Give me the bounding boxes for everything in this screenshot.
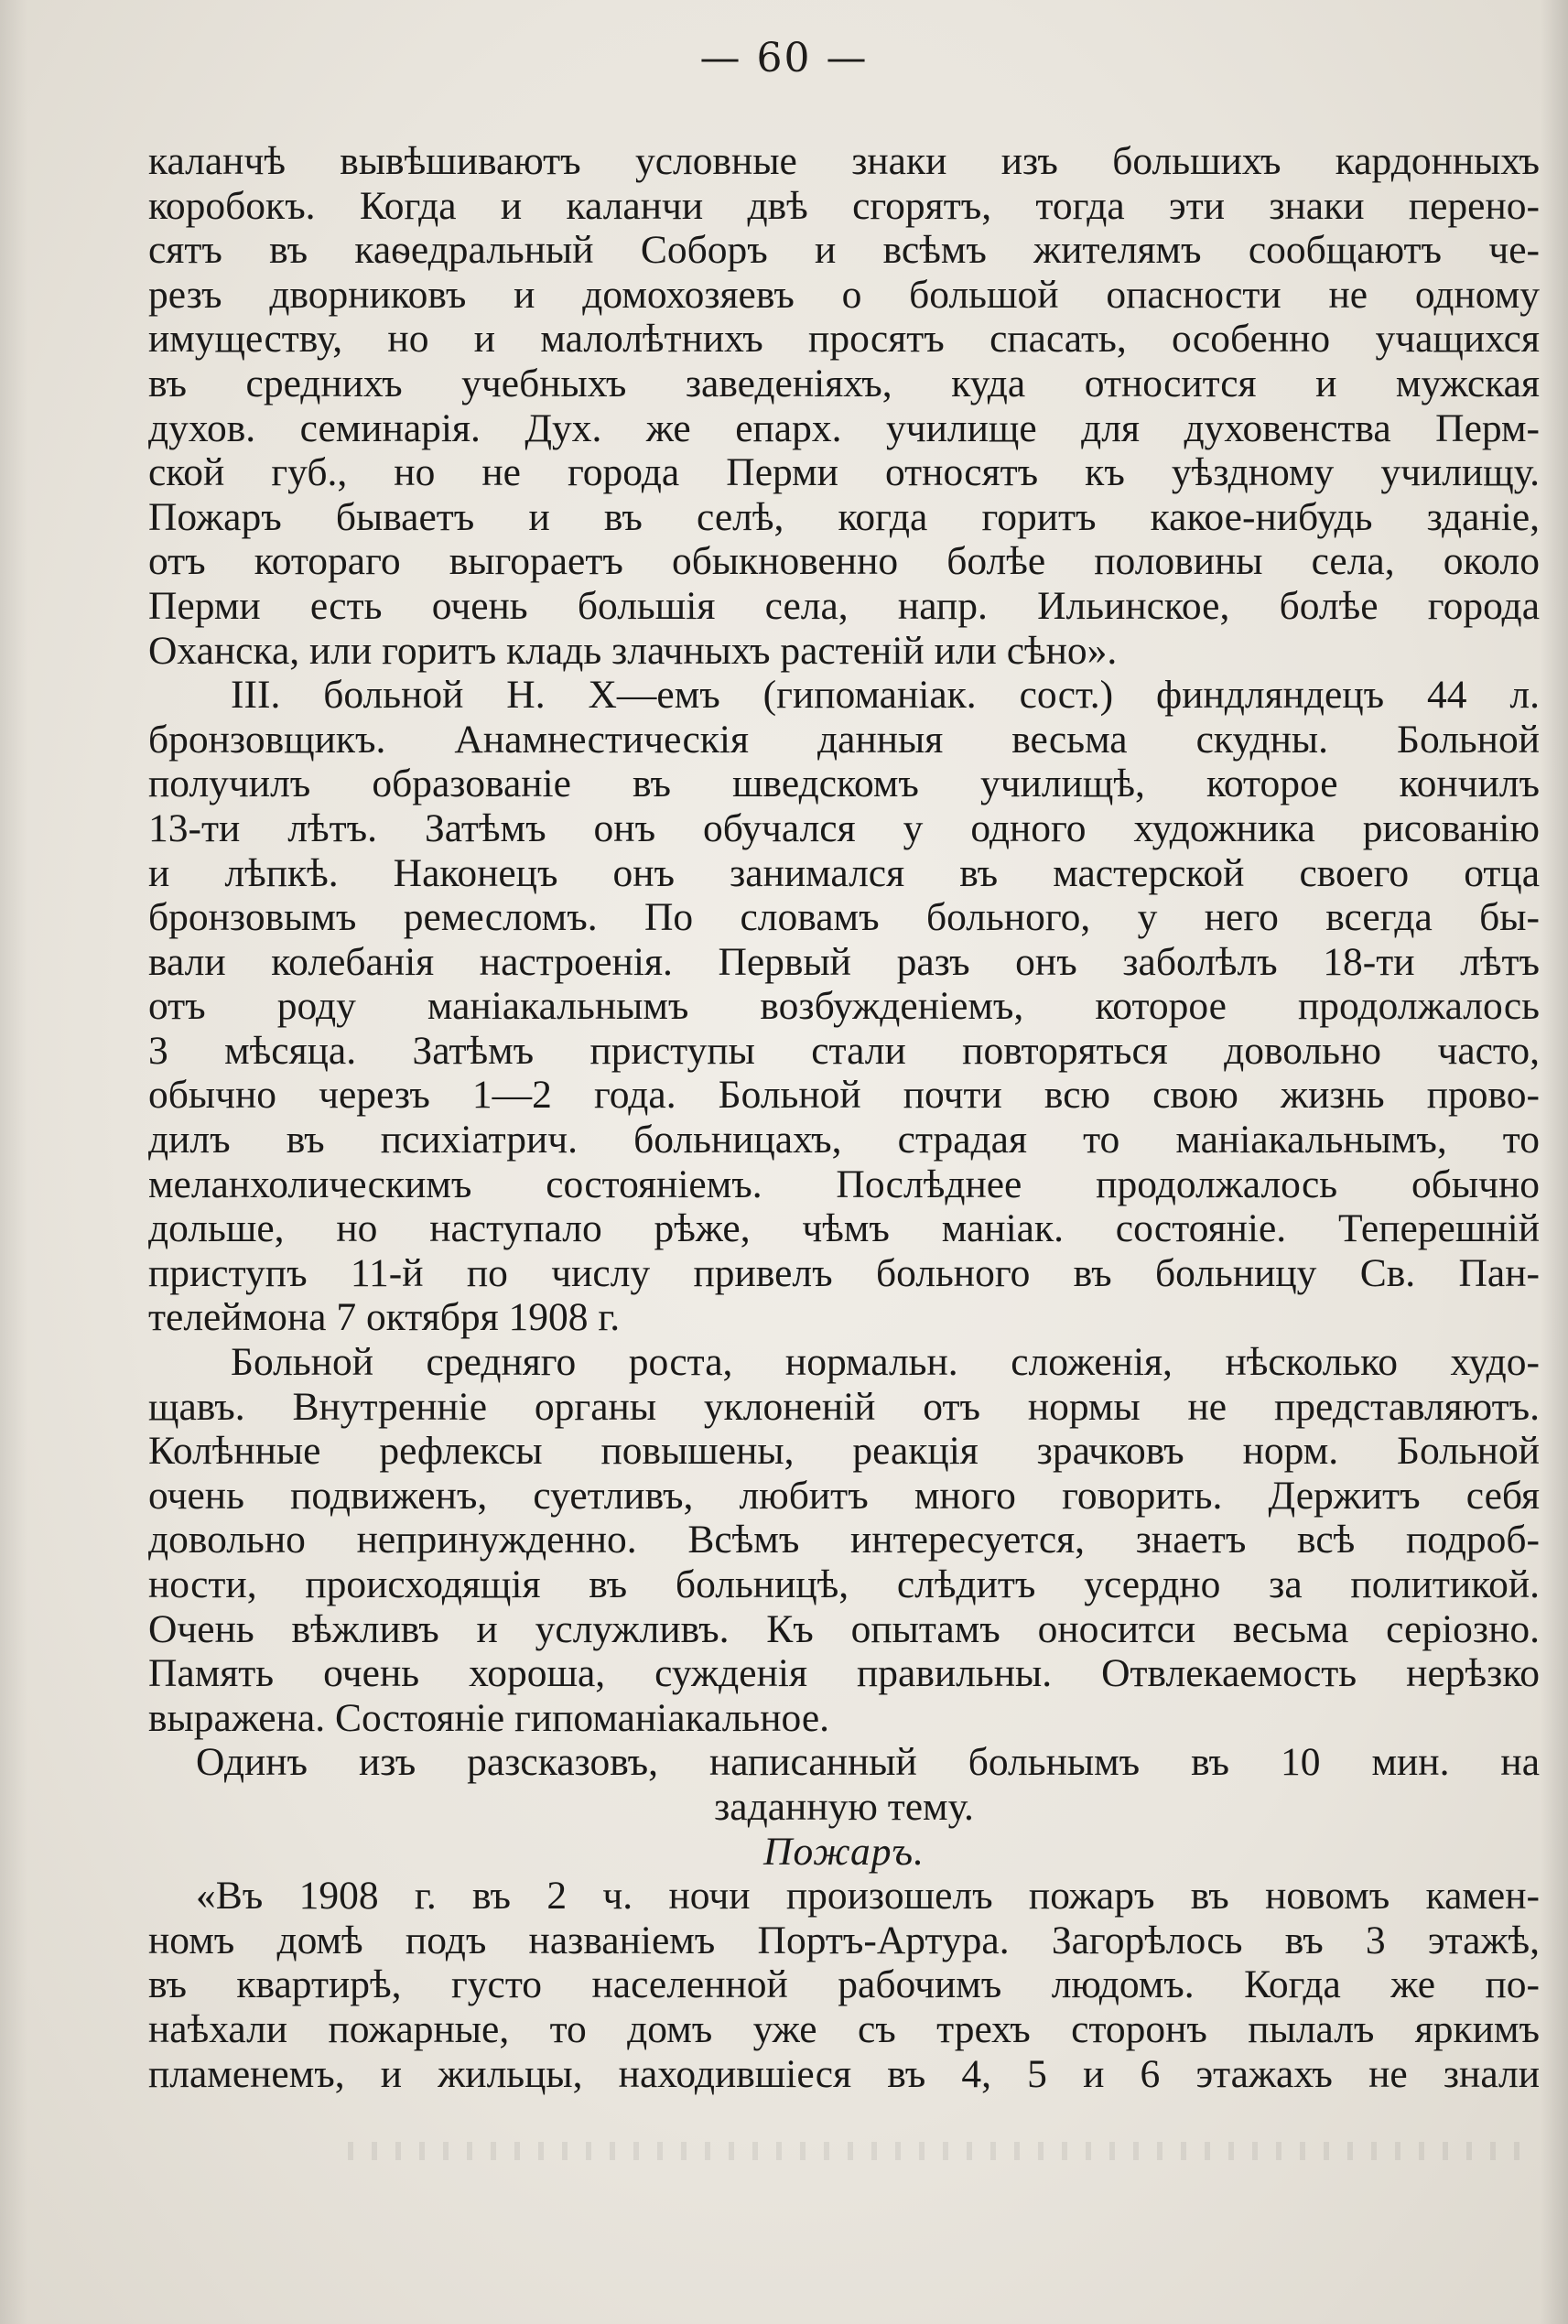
text-line: коробокъ. Когда и каланчи двѣ сгорятъ, тогда эти знаки перено- xyxy=(148,183,1540,228)
text-line: сятъ въ каѳедральный Соборъ и всѣмъ жителямъ сообщаютъ че- xyxy=(148,228,1540,273)
text-line: бронзовымъ ремесломъ. По словамъ больного, у него всегда бы- xyxy=(148,895,1540,940)
text-line: выражена. Состояніе гипоманіакальное. xyxy=(148,1695,830,1740)
text-line: отъ роду маніакальнымъ возбужденіемъ, которое продолжалось xyxy=(148,984,1540,1029)
story-intro-line: заданную тему. xyxy=(714,1784,974,1829)
text-line: Перми есть очень большія села, напр. Ильинское, болѣе города xyxy=(148,583,1540,628)
body-text xyxy=(148,139,1540,2096)
text-line: ской губ., но не города Перми относятъ къ уѣздному училищу. xyxy=(148,450,1540,495)
story-title: Пожаръ. xyxy=(763,1829,925,1874)
text-line: пламенемъ, и жильцы, находившіеся въ 4, 5 и 6 этажахъ не знали xyxy=(148,2051,1540,2096)
text-line: 13-ти лѣтъ. Затѣмъ онъ обучался у одного художника рисованію xyxy=(148,805,1540,850)
story-intro-line: Одинъ изъ разсказовъ, написанный больнымъ въ 10 мин. на xyxy=(196,1740,1540,1785)
text-line: Колѣнные рефлексы повышены, реакція зрачковъ норм. Больной xyxy=(148,1429,1540,1474)
page-number: — 60 — xyxy=(699,35,869,81)
text-line: въ среднихъ учебныхъ заведеніяхъ, куда относится и мужская xyxy=(148,361,1540,405)
text-line: Пожаръ бываетъ и въ селѣ, когда горитъ какое-нибудь зданіе, xyxy=(148,494,1540,539)
text-line: «Въ 1908 г. въ 2 ч. ночи произошелъ пожаръ въ новомъ камен- xyxy=(196,1874,1540,1919)
text-line: въ квартирѣ, густо населенной рабочимъ людомъ. Когда же по- xyxy=(148,1962,1540,2007)
text-line: приступъ 11-й по числу привелъ больного въ больницу Св. Пан- xyxy=(148,1250,1540,1295)
bleed-through-marks xyxy=(348,2142,1538,2160)
text-line: номъ домѣ подъ названіемъ Портъ-Артура. Загорѣлось въ 3 этажѣ, xyxy=(148,1918,1540,1962)
text-line: духов. семинарія. Дух. же епарх. училище для духовенства Перм- xyxy=(148,405,1540,450)
text-line: наѣхали пожарные, то домъ уже съ трехъ сторонъ пылалъ яркимъ xyxy=(148,2006,1540,2051)
text-line: Очень вѣжливъ и услужливъ. Къ опытамъ оноситси весьма серіозно. xyxy=(148,1606,1540,1651)
text-line: резъ дворниковъ и домохозяевъ о большой опасности не одному xyxy=(148,272,1540,317)
text-line: щавъ. Внутренніе органы уклоненій отъ нормы не представляютъ. xyxy=(148,1384,1540,1429)
text-line: имуществу, но и малолѣтнихъ просятъ спасать, особенно учащихся xyxy=(148,317,1540,362)
text-line: и лѣпкѣ. Наконецъ онъ занимался въ мастерской своего отца xyxy=(148,850,1540,895)
text-line: Память очень хороша, сужденія правильны. Отвлекаемость нерѣзко xyxy=(148,1651,1540,1696)
case-heading-line: III. больной Н. Х—емъ (гипоманіак. сост.) финдляндецъ 44 л. xyxy=(231,673,1540,718)
text-line: меланхолическимъ состояніемъ. Послѣднее продолжалось обычно xyxy=(148,1162,1540,1206)
text-line: телеймона 7 октября 1908 г. xyxy=(148,1295,621,1340)
page-edge-shadow-right xyxy=(1541,0,1568,2324)
text-line: довольно непринужденно. Всѣмъ интересуется, знаетъ всѣ подроб- xyxy=(148,1518,1540,1562)
text-line: каланчѣ вывѣшиваютъ условные знаки изъ большихъ кардонныхъ xyxy=(148,139,1540,183)
text-line: получилъ образованіе въ шведскомъ училищѣ, которое кончилъ xyxy=(148,762,1540,806)
text-line: вали колебанія настроенія. Первый разъ онъ заболѣлъ 18-ти лѣтъ xyxy=(148,939,1540,984)
text-line: бронзовщикъ. Анамнестическія данныя весьма скудны. Больной xyxy=(148,717,1540,762)
page-edge-shadow-left xyxy=(0,0,27,2324)
text-line: Оханска, или горитъ кладь злачныхъ растеній или сѣно». xyxy=(148,628,1118,673)
text-line: 3 мѣсяца. Затѣмъ приступы стали повторяться довольно часто, xyxy=(148,1028,1540,1073)
text-line: обычно черезъ 1—2 года. Больной почти всю свою жизнь прово- xyxy=(148,1073,1540,1118)
text-line: Больной средняго роста, нормальн. сложенія, нѣсколько худо- xyxy=(231,1340,1540,1385)
text-line: дилъ въ психіатрич. больницахъ, страдая то маніакальнымъ, то xyxy=(148,1118,1540,1162)
text-line: ности, происходящія въ больницѣ, слѣдитъ усердно за политикой. xyxy=(148,1562,1540,1606)
text-line: очень подвиженъ, суетливъ, любитъ много говорить. Держитъ себя xyxy=(148,1473,1540,1518)
text-line: дольше, но наступало рѣже, чѣмъ маніак. состояніе. Теперешній xyxy=(148,1206,1540,1251)
text-line: отъ котораго выгораетъ обыкновенно болѣе половины села, около xyxy=(148,539,1540,584)
